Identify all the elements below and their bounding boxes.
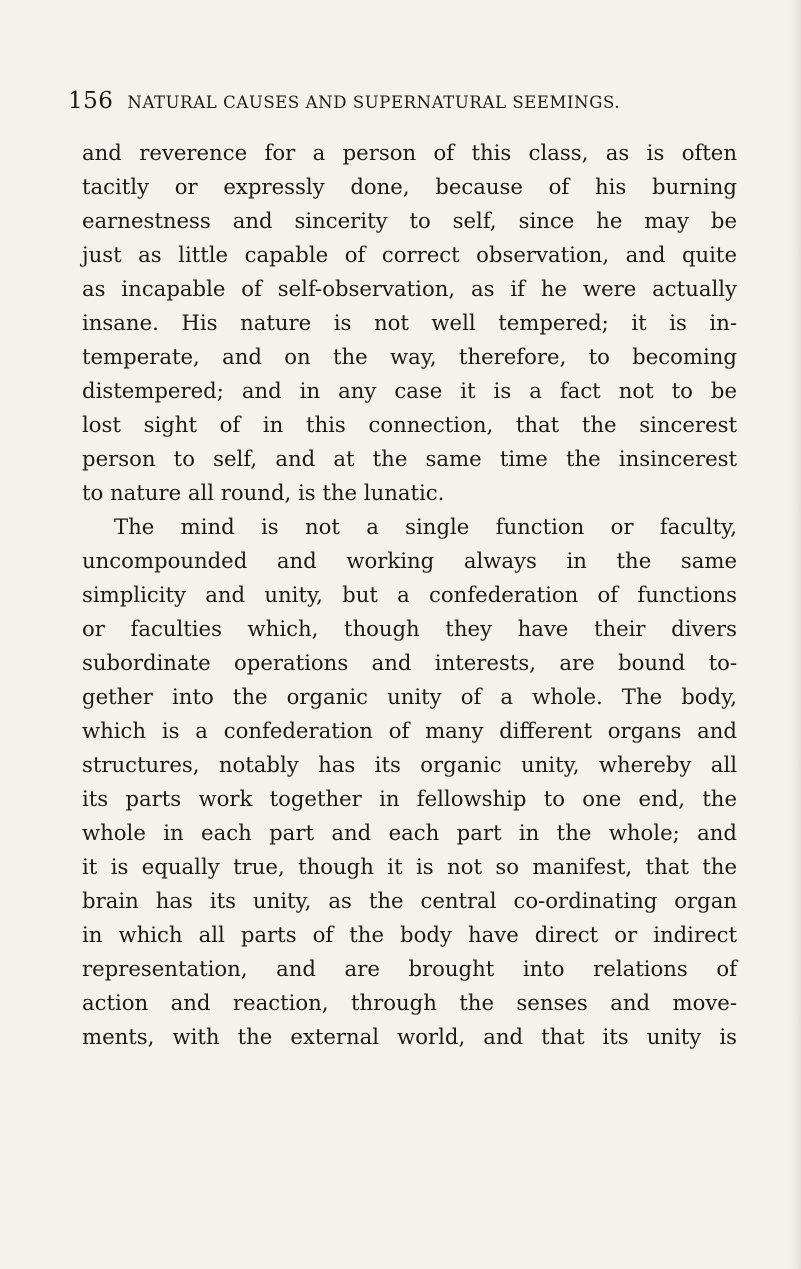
text-line: ments, with the external world, and that its unity is [82, 1024, 737, 1049]
running-title: NATURAL CAUSES AND SUPERNATURAL SEEMINGS. [127, 93, 621, 112]
running-head [68, 88, 748, 120]
text-line: person to self, and at the same time the insincerest [82, 446, 737, 471]
paragraph-end-line: to nature all round, is the lunatic. [82, 480, 445, 505]
text-line: and reverence for a person of this class, as is often [82, 140, 737, 165]
text-line: brain has its unity, as the central co-ordinating organ [82, 888, 737, 913]
text-line: temperate, and on the way, therefore, to becoming [82, 344, 737, 369]
page-edge-shadow [791, 0, 801, 1269]
text-line: in which all parts of the body have direct or indirect [82, 922, 737, 947]
text-line: earnestness and sincerity to self, since he may be [82, 208, 737, 233]
text-line: action and reaction, through the senses and move- [82, 990, 737, 1015]
paragraph-start-line: The mind is not a single function or faculty, [114, 514, 737, 539]
text-line: distempered; and in any case it is a fact not to be [82, 378, 737, 403]
text-line: just as little capable of correct observation, and quite [82, 242, 737, 267]
text-line: structures, notably has its organic unity, whereby all [82, 752, 737, 777]
text-line: as incapable of self-observation, as if he were actually [82, 276, 737, 301]
text-line: whole in each part and each part in the whole; and [82, 820, 737, 845]
text-line: simplicity and unity, but a confederation of functions [82, 582, 737, 607]
text-line: subordinate operations and interests, are bound to- [82, 650, 737, 675]
text-line: tacitly or expressly done, because of his burning [82, 174, 737, 199]
text-line: gether into the organic unity of a whole. The body, [82, 684, 737, 709]
text-line: insane. His nature is not well tempered; it is in- [82, 310, 737, 335]
text-line: uncompounded and working always in the same [82, 548, 737, 573]
text-line: it is equally true, though it is not so manifest, that the [82, 854, 737, 879]
text-line: its parts work together in fellowship to one end, the [82, 786, 737, 811]
page-number: 156 [68, 88, 114, 114]
text-line: lost sight of in this connection, that the sincerest [82, 412, 737, 437]
body-text [82, 136, 737, 1054]
text-line: representation, and are brought into relations of [82, 956, 737, 981]
text-line: or faculties which, though they have their divers [82, 616, 737, 641]
text-line: which is a confederation of many different organs and [82, 718, 737, 743]
